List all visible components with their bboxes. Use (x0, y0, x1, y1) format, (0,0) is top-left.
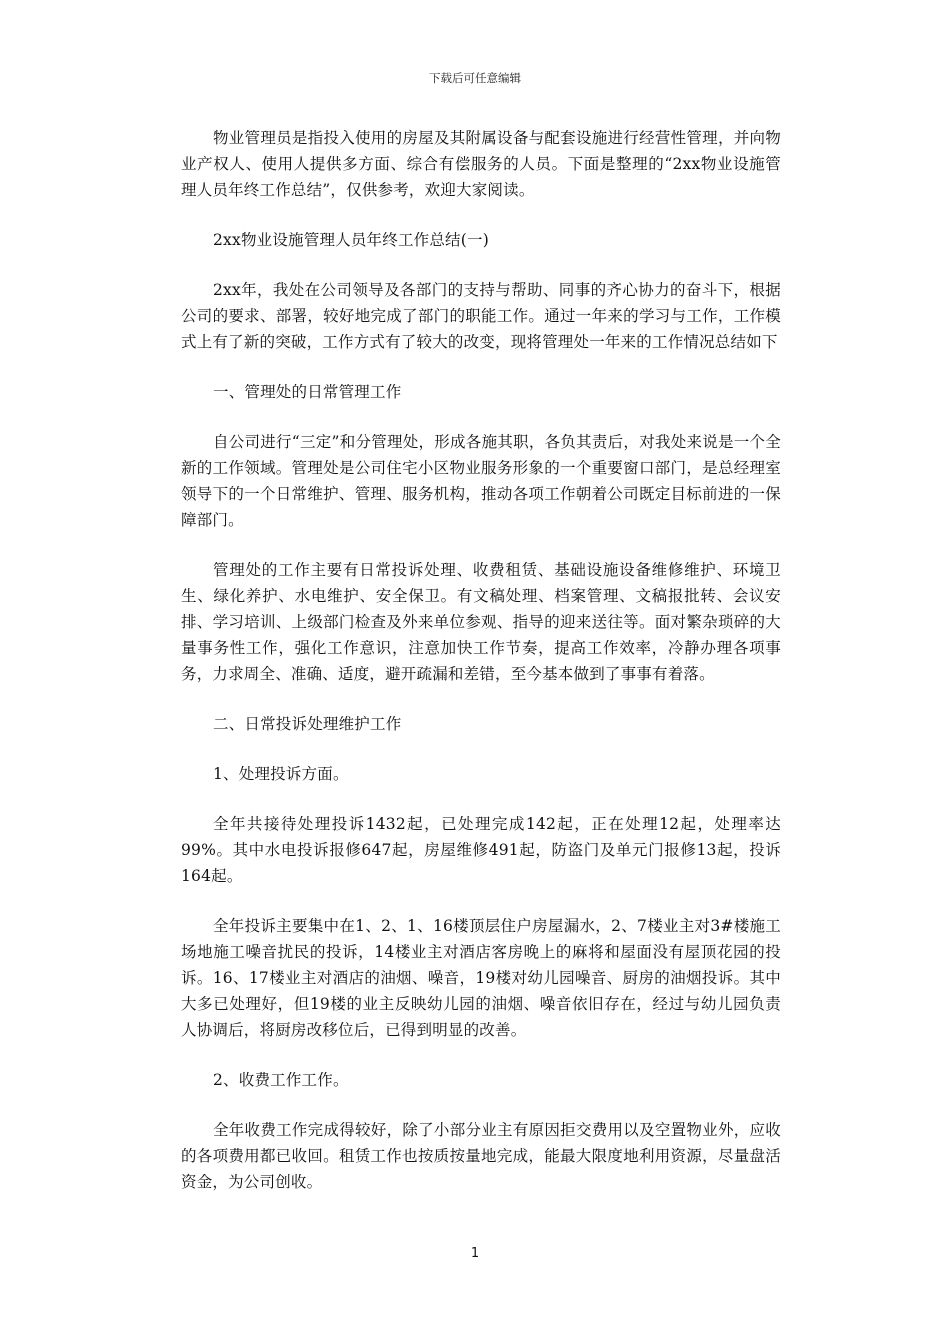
section-heading-complaints: 二、日常投诉处理维护工作 (213, 715, 402, 733)
body-paragraph: 管理处的工作主要有日常投诉处理、收费租赁、基础设施设备维修维护、环境卫生、绿化养护、水电维护、安全保卫。有文稿处理、档案管理、文稿报批转、会议安排、学习培训、上级部门检查及外来单位参观、指导的迎来送往等。面对繁杂琐碎的大量事务性工作，强化工作意识，注意加快工作节奏，提高工作效率，冷静办理各项事务，力求周全、准确、适度，避开疏漏和差错，至今基本做到了事事有着落。 (181, 561, 781, 683)
document-body (181, 125, 781, 1219)
body-paragraph: 全年共接待处理投诉1432起，已处理完成142起，正在处理12起，处理率达99%。其中水电投诉报修647起，房屋维修491起，防盗门及单元门报修13起，投诉164起。 (181, 815, 781, 885)
subsection-heading-handling: 1、处理投诉方面。 (213, 765, 349, 783)
body-paragraph: 全年投诉主要集中在1、2、1、16楼顶层住户房屋漏水，2、7楼业主对3#楼施工场地施工噪音扰民的投诉，14楼业主对酒店客房晚上的麻将和屋面没有屋顶花园的投诉。16、17楼业主对酒店的油烟、噪音，19楼对幼儿园噪音、厨房的油烟投诉。其中大多已处理好，但19楼的业主反映幼儿园的油烟、噪音依旧存在，经过与幼儿园负责人协调后，将厨房改移位后，已得到明显的改善。 (181, 917, 781, 1039)
page-number: 1 (470, 1246, 480, 1261)
header-note: 下载后可任意编辑 (429, 71, 521, 85)
body-paragraph: 自公司进行“三定”和分管理处，形成各施其职，各负其责后，对我处来说是一个全新的工作领域。管理处是公司住宅小区物业服务形象的一个重要窗口部门，是总经理室领导下的一个日常维护、管理、服务机构，推动各项工作朝着公司既定目标前进的一保障部门。 (181, 433, 781, 529)
subsection-heading-fees: 2、收费工作工作。 (213, 1071, 349, 1089)
body-paragraph: 全年收费工作完成得较好，除了小部分业主有原因拒交费用以及空置物业外，应收的各项费用都已收回。租赁工作也按质按量地完成，能最大限度地利用资源，尽量盘活资金，为公司创收。 (181, 1121, 781, 1191)
intro-paragraph: 物业管理员是指投入使用的房屋及其附属设备与配套设施进行经营性管理，并向物业产权人、使用人提供多方面、综合有偿服务的人员。下面是整理的“2xx物业设施管理人员年终工作总结”，仅供参考，欢迎大家阅读。 (181, 129, 781, 199)
section-heading-daily-management: 一、管理处的日常管理工作 (213, 383, 402, 401)
overview-paragraph: 2xx年，我处在公司领导及各部门的支持与帮助、同事的齐心协力的奋斗下，根据公司的要求、部署，较好地完成了部门的职能工作。通过一年来的学习与工作，工作模式上有了新的突破，工作方式有了较大的改变，现将管理处一年来的工作情况总结如下 (181, 281, 781, 351)
document-title: 2xx物业设施管理人员年终工作总结(一) (213, 231, 489, 249)
